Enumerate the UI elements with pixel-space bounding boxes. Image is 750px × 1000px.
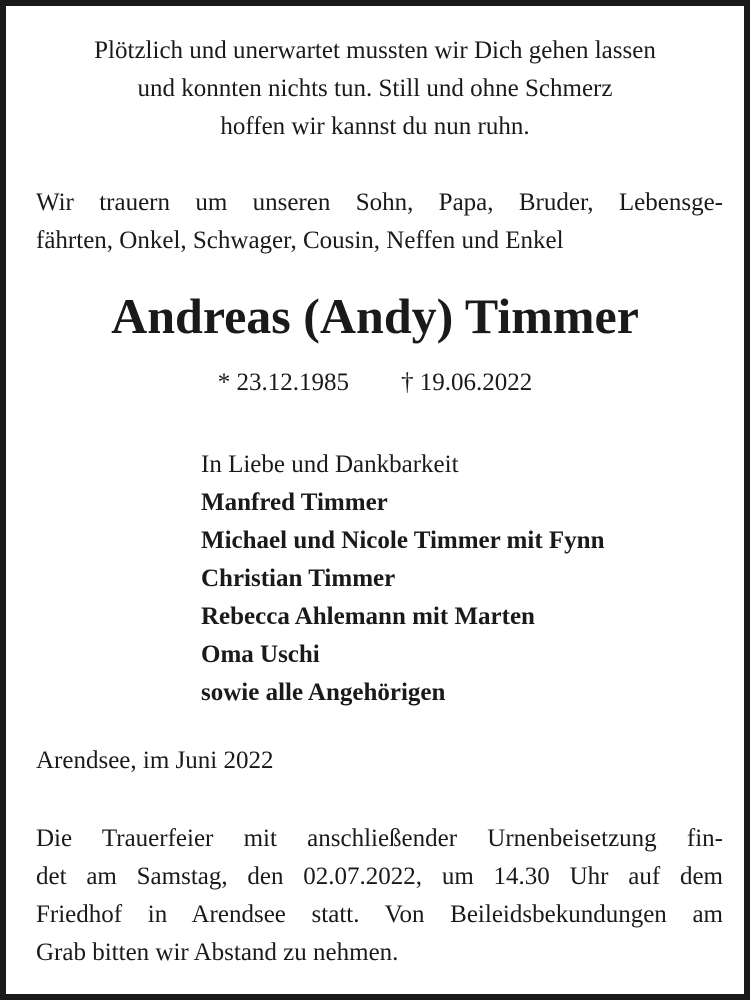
mourners-block <box>201 446 604 712</box>
place-date: Arendsee, im Juni 2022 <box>36 747 274 774</box>
funeral-info-line: det am Samstag, den 02.07.2022, um 14.30 Uhr auf dem <box>36 863 723 890</box>
verse-line: und konnten nichts tun. Still und ohne Schmerz <box>137 75 613 102</box>
mourners-intro: In Liebe und Dankbarkeit <box>201 451 459 478</box>
mourner-name: Michael und Nicole Timmer mit Fynn <box>201 527 605 554</box>
mourner-name: Manfred Timmer <box>201 489 388 516</box>
mourning-intro-line: Wir trauern um unseren Sohn, Papa, Bruder, Lebensge- <box>36 189 723 216</box>
funeral-info-line: Friedhof in Arendsee statt. Von Beileidsbekundungen am <box>36 901 723 928</box>
deceased-name: Andreas (Andy) Timmer <box>111 288 639 344</box>
mourning-intro-line: fährten, Onkel, Schwager, Cousin, Neffen und Enkel <box>36 227 564 254</box>
mourner-name: Rebecca Ahlemann mit Marten <box>201 603 535 630</box>
verse-line: hoffen wir kannst du nun ruhn. <box>220 113 530 140</box>
mourner-name: Christian Timmer <box>201 565 396 592</box>
death-date: † 19.06.2022 <box>401 369 533 396</box>
birth-date: * 23.12.1985 <box>217 369 349 396</box>
verse-line: Plötzlich und unerwartet mussten wir Dich gehen lassen <box>94 37 656 64</box>
mourner-name: Oma Uschi <box>201 641 320 668</box>
life-dates <box>6 368 744 398</box>
funeral-info-line: Grab bitten wir Abstand zu nehmen. <box>36 939 399 966</box>
mourner-name: sowie alle Angehörigen <box>201 679 446 706</box>
funeral-info-line: Die Trauerfeier mit anschließender Urnenbeisetzung fin- <box>36 825 723 852</box>
